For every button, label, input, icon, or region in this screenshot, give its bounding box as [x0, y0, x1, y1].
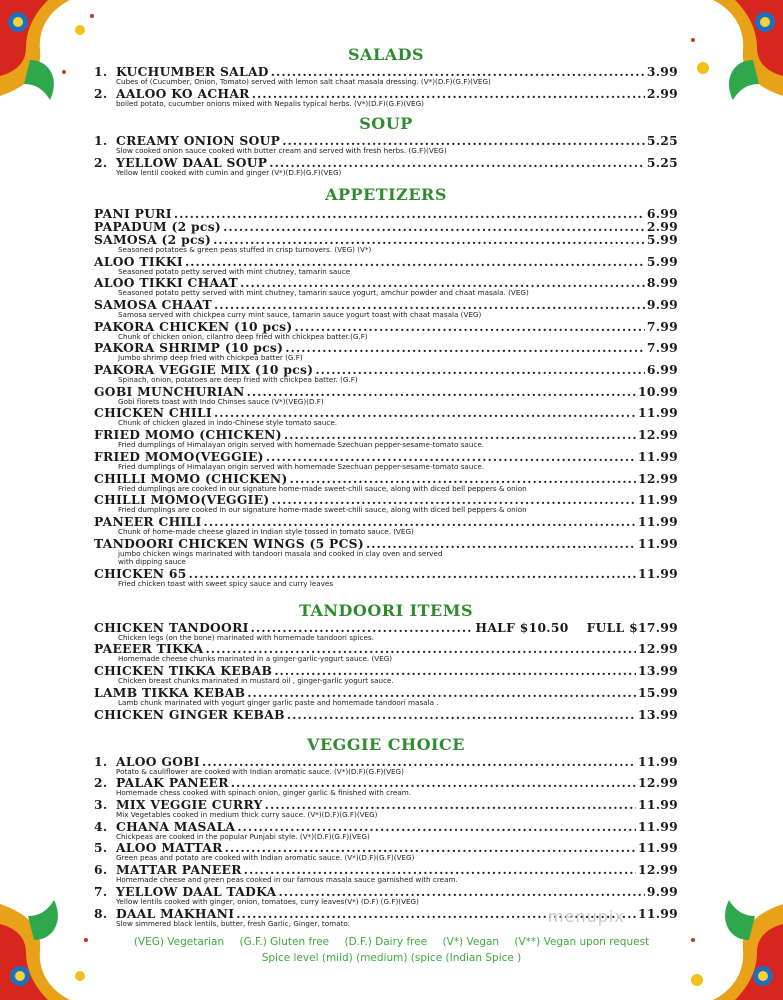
- menu-item: [94, 708, 678, 721]
- item-name: CREAMY ONION SOUP: [116, 133, 281, 149]
- item-description: Lamb chunk marinated with yogurt ginger garlic paste and homemade tandoori masala .: [118, 697, 439, 707]
- item-name: CHILLI MOMO (CHICKEN): [94, 470, 288, 486]
- item-price: 10.99: [637, 383, 678, 399]
- item-price: 8.99: [646, 275, 678, 291]
- item-description: jumbo chicken wings marinated with tandoori masala and cooked in clay oven and served: [118, 548, 443, 558]
- leader-dots: [214, 298, 645, 311]
- leader-dots: [247, 686, 636, 699]
- section-title-salads: SALADS: [347, 45, 425, 64]
- item-price: 11.99: [637, 492, 678, 508]
- item-price: 13.99: [637, 663, 678, 679]
- item-name: ALOO TIKKI CHAAT: [94, 275, 238, 291]
- item-number: 1.: [94, 133, 108, 149]
- item-price: 6.99: [646, 205, 678, 221]
- item-description: Chicken legs (on the bone) marinated with homemade tandoori spices.: [118, 632, 374, 642]
- leader-dots: [290, 472, 636, 485]
- item-number: 3.: [94, 796, 108, 812]
- leader-dots: [287, 708, 636, 721]
- item-description: Seasoned potatoes & green peas stuffed in crisp turnovers. (VEG) (V*): [118, 244, 372, 254]
- item-name: CHICKEN 65: [94, 566, 187, 582]
- dietary-legend: [0, 936, 783, 948]
- menu-content: [94, 45, 678, 928]
- menu-item: [94, 450, 678, 463]
- item-description: Homemade cheese chunks marinated in a ginger-garlic-yogurt sauce. (VEG): [118, 654, 393, 664]
- item-description: Yellow lentil cooked with cumin and ginger (V*)(D.F)(G.F)(VEG): [116, 168, 342, 178]
- item-name: PAEEER TIKKA: [94, 641, 204, 657]
- item-number: 4.: [94, 818, 108, 834]
- item-number: 5.: [94, 840, 108, 856]
- item-name: CHICKEN TIKKA KEBAB: [94, 663, 273, 679]
- item-name: SAMOSA CHAAT: [94, 296, 213, 312]
- leader-dots: [366, 537, 636, 550]
- item-description: Spinach, onion, potatoes are deep fried with chickpea batter. (G.F): [118, 375, 358, 385]
- item-name: PAKORA VEGGIE MIX (10 pcs): [94, 362, 314, 378]
- item-price: 11.99: [637, 796, 678, 812]
- item-number: 1.: [94, 64, 108, 79]
- item-price: 11.99: [637, 905, 678, 921]
- item-price: 2.99: [646, 85, 678, 101]
- item-description: Fried chicken toast with sweet spicy sauce and curry leaves: [118, 579, 334, 589]
- item-price: 9.99: [646, 296, 678, 312]
- item-name: CHICKEN GINGER KEBAB: [94, 706, 285, 722]
- item-description: Chicken breast chunks marinated in mustard oil , ginger-garlic yogurt sauce.: [118, 676, 394, 686]
- item-name: DAAL MAKHANI: [116, 905, 235, 921]
- legend-vegetarian: (VEG) Vegetarian: [133, 936, 225, 948]
- section-title-appetizers: APPETIZERS: [325, 184, 447, 204]
- menu-item: [94, 220, 678, 233]
- item-name: KUCHUMBER SALAD: [116, 64, 269, 79]
- item-description: Yellow lentils cooked with ginger, onion, tomatoes, curry leaves(V*) (D.F) (G.F)(VEG): [116, 896, 419, 906]
- menu-item: [94, 207, 678, 220]
- legend-vegan-request: (V**) Vegan upon request: [514, 936, 650, 948]
- item-price: 7.99: [646, 340, 678, 356]
- item-price: 9.99: [646, 883, 678, 899]
- item-number: 2.: [94, 775, 108, 791]
- spice-legend: [0, 952, 783, 964]
- item-price: 5.25: [646, 133, 678, 149]
- item-description: Fried dumplings are cooked in our signature home-made sweet-chili sauce, along with diced bell peppers & onion: [118, 505, 527, 515]
- item-name: CHICKEN CHILI: [94, 405, 212, 421]
- item-price: 11.99: [637, 818, 678, 834]
- item-description: Fried dumplings are cooked in our signature home-made sweet-chili sauce, along with diced bell peppers & onion: [118, 483, 527, 493]
- item-price: 3.99: [646, 64, 678, 79]
- menu-item: [94, 621, 678, 634]
- item-name: PAKORA CHICKEN (10 pcs): [94, 318, 293, 334]
- item-description: with dipping sauce: [118, 557, 186, 567]
- legend-spice-level: Spice level (mild) (medium) (spice (Indian Spice ): [261, 952, 522, 964]
- leader-dots: [294, 320, 644, 333]
- leader-dots: [266, 450, 636, 463]
- menu-item: [94, 515, 678, 528]
- item-name: TANDOORI CHICKEN WINGS (5 PCS): [94, 535, 364, 551]
- leader-dots: [202, 755, 636, 768]
- item-price: 11.99: [637, 840, 678, 856]
- menu-item: [94, 472, 678, 485]
- item-name: ALOO TIKKI: [94, 253, 183, 269]
- menu-item: [94, 255, 678, 268]
- item-description: Mix Vegetables cooked in medium thick curry sauce. (V*)(D.F)(G.F)(VEG): [116, 809, 378, 819]
- item-name: YELLOW DAAL SOUP: [116, 155, 268, 171]
- item-price: 11.99: [637, 535, 678, 551]
- item-number: 7.: [94, 883, 108, 899]
- item-name: FRIED MOMO(VEGGIE): [94, 448, 264, 464]
- item-number: 8.: [94, 905, 108, 921]
- leader-dots: [315, 363, 644, 376]
- section-title-soup: SOUP: [359, 114, 413, 134]
- item-price: 12.99: [637, 775, 678, 791]
- menu-item: [94, 233, 678, 246]
- item-name: MIX VEGGIE CURRY: [116, 796, 263, 812]
- leader-dots: [237, 820, 636, 833]
- item-description: Jumbo shrimp deep fried with chickpea batter (G.F): [118, 353, 303, 363]
- item-description: Slow simmered black lentils, butter, fresh Garlic, Ginger, tomato.: [116, 918, 350, 928]
- item-price: 5.99: [646, 253, 678, 269]
- leader-dots: [223, 220, 645, 233]
- item-name: YELLOW DAAL TADKA: [116, 883, 277, 899]
- watermark: menupix: [548, 907, 625, 926]
- item-description: Chickpeas are cooked in the popular Punjabi style. (V*)(D.F)(G.F)(VEG): [116, 831, 370, 841]
- item-price: 15.99: [637, 684, 678, 700]
- item-description: Chunk of chicken onion, cilantro deep fried with chickpea batter.(G.F): [118, 331, 368, 341]
- leader-dots: [174, 207, 645, 220]
- item-description: Seasoned potato petty served with mint chutney, tamarin sauce yogurt, amchur powder and chaat masala. (VEG): [118, 288, 529, 298]
- item-name: FRIED MOMO (CHICKEN): [94, 427, 282, 443]
- item-price: 13.99: [637, 706, 678, 722]
- menu-item: [94, 87, 678, 100]
- item-price: 11.99: [637, 566, 678, 582]
- menu-item: [94, 820, 678, 833]
- item-name: CHILLI MOMO(VEGGIE): [94, 492, 270, 508]
- leader-dots: [285, 341, 645, 354]
- leader-dots: [185, 255, 645, 268]
- item-name: PANEER CHILI: [94, 513, 202, 529]
- item-price: 5.25: [646, 155, 678, 171]
- item-price-half: HALF $10.50: [475, 619, 569, 635]
- item-description: Fried dumplings of Himalayan origin served with homemade Szechuan pepper-sesame-tomato sauce.: [118, 440, 485, 450]
- item-name: ALOO GOBI: [116, 753, 200, 769]
- item-name: AALOO KO ACHAR: [116, 85, 250, 101]
- item-description: boiled potato, cucumber onions mixed with Nepalis typical herbs. (V*)(D.F)(G.F)(VEG): [116, 98, 424, 108]
- item-price: 12.99: [637, 641, 678, 657]
- leader-dots: [278, 885, 644, 898]
- section-title-tandoori: TANDOORI ITEMS: [298, 600, 474, 620]
- item-description: Fried dumplings of Himalayan origin served with homemade Szechuan pepper-sesame-tomato sauce.: [118, 461, 485, 471]
- item-price-full: FULL $17.99: [586, 619, 678, 635]
- item-description: Slow cooked onion sauce cooked with butter cream and served with fresh herbs. (G.F)(VEG): [116, 146, 447, 156]
- item-number: 2.: [94, 155, 108, 171]
- item-price: 12.99: [637, 427, 678, 443]
- menu-item: [94, 320, 678, 333]
- leader-dots: [204, 515, 636, 528]
- leader-dots: [251, 621, 474, 634]
- item-price: 7.99: [646, 318, 678, 334]
- item-description: Homemade chess cooked with spinach onion, ginger garlic & finished with cream.: [116, 788, 412, 798]
- item-price: 11.99: [637, 405, 678, 421]
- item-description: Seasoned potato petty served with mint chutney, tamarin sauce: [118, 266, 351, 276]
- menu-item: [94, 385, 678, 398]
- leader-dots: [247, 385, 636, 398]
- legend-vegan: (V*) Vegan: [442, 936, 500, 948]
- menu-item: [94, 686, 678, 699]
- item-number: 2.: [94, 85, 108, 101]
- menu-item: [94, 755, 678, 768]
- item-number: 1.: [94, 753, 108, 769]
- item-description: Gobi florets toast with Indo Chinses sauce (V*)(VEG)(D.F): [118, 396, 324, 406]
- item-price: 11.99: [637, 448, 678, 464]
- item-description: Green peas and potato are cooked with Indian aromatic sauce. (V*)(D.F)(G.F)(VEG): [116, 853, 415, 863]
- item-price: 5.99: [646, 231, 678, 247]
- item-description: Samosa served with chickpea curry mint sauce, tamarin sauce yogurt toast with chaat masala (VEG): [118, 309, 482, 319]
- item-name: MATTAR PANEER: [116, 862, 242, 878]
- item-description: Homemade cheese and green peas cooked in our famous masala sauce garnished with cream.: [116, 875, 458, 885]
- item-description: Potato & cauliflower are cooked with Indian aromatic sauce. (V*)(D.F)(G.F)(VEG): [116, 766, 404, 776]
- item-name: CHANA MASALA: [116, 818, 236, 834]
- item-description: Cubes of (Cucumber, Onion, Tomato) served with lemon salt chaat masala dressing. (V*)(D.F)(G.F)(VEG): [116, 77, 491, 86]
- item-price: 12.99: [637, 470, 678, 486]
- item-name: ALOO MATTAR: [116, 840, 223, 856]
- item-name: PAKORA SHRIMP (10 pcs): [94, 340, 284, 356]
- section-title-veggie: VEGGIE CHOICE: [307, 734, 465, 754]
- leader-dots: [252, 87, 645, 100]
- item-name: GOBI MUNCHURIAN: [94, 383, 245, 399]
- item-description: Chunk of chicken glazed in indo-Chinese style tomato sauce.: [118, 418, 338, 428]
- item-name: SAMOSA (2 pcs): [94, 231, 212, 247]
- item-name: PAPADUM (2 pcs): [94, 218, 222, 234]
- item-number: 6.: [94, 862, 108, 878]
- item-price: 11.99: [637, 513, 678, 529]
- menu-item: [94, 298, 678, 311]
- item-name: CHICKEN TANDOORI: [94, 619, 249, 635]
- decorative-corner-ornament: [673, 0, 783, 120]
- item-name: LAMB TIKKA KEBAB: [94, 684, 246, 700]
- item-name: PALAK PANEER: [116, 775, 229, 791]
- item-price: 2.99: [646, 218, 678, 234]
- legend-gluten-free: (G.F.) Gluten free: [239, 936, 330, 948]
- item-price: 12.99: [637, 862, 678, 878]
- menu-item: [94, 537, 678, 550]
- menu-item: [94, 885, 678, 898]
- item-price: 11.99: [637, 753, 678, 769]
- item-description: Chunk of home-made cheese glazed in Indian style tossed in tomato sauce. (VEG): [118, 526, 414, 536]
- legend-dairy-free: (D.F.) Dairy free: [344, 936, 428, 948]
- leader-dots: [213, 233, 645, 246]
- item-name: PANI PURI: [94, 205, 172, 221]
- item-price: 6.99: [646, 362, 678, 378]
